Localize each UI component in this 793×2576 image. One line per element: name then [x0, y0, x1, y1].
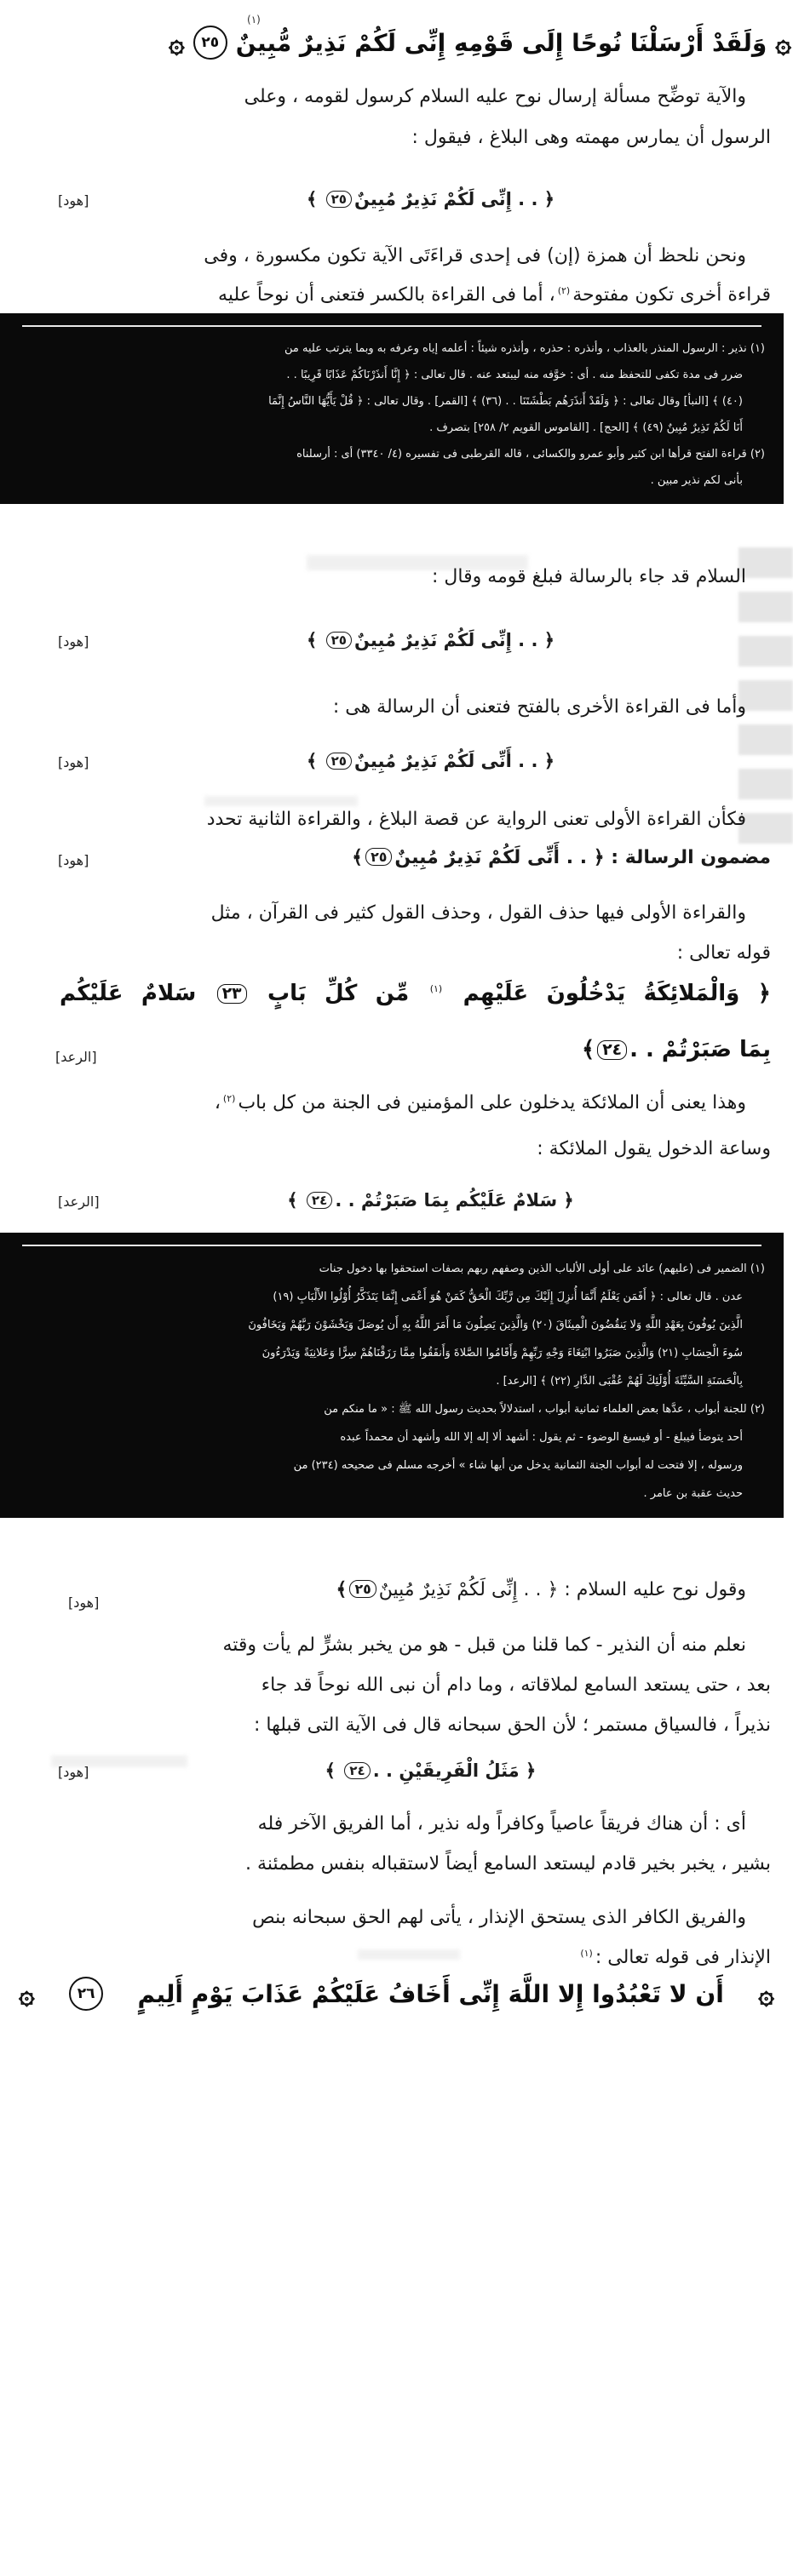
verse-number: ٢٤	[597, 1040, 627, 1060]
footnote-marker: (١)	[429, 983, 443, 995]
quote-close: ﴾	[306, 189, 324, 209]
paragraph-line	[352, 847, 771, 868]
quote-open: ﴿ . .	[511, 751, 555, 771]
footnote-marker: (٢)	[222, 1092, 236, 1104]
paragraph-line: وساعة الدخول يقول الملائكة :	[537, 1138, 771, 1159]
quote-close: ﴾	[287, 1190, 304, 1211]
quote-close: ﴾	[581, 1037, 595, 1062]
verse-quote	[58, 751, 742, 771]
verse-number: ٢٥	[365, 848, 392, 866]
paragraph-line	[218, 284, 771, 306]
verse-quote	[58, 1760, 742, 1781]
scan-artifact	[358, 1949, 460, 1960]
paragraph-text: ،	[214, 1092, 221, 1113]
paragraph-line: الرسول أن يمارس مهمته وهى البلاغ ، فيقول :	[411, 127, 771, 148]
verse-quote	[58, 630, 742, 650]
footer-verse-text: أَن لا تَعْبُدُوا إِلا اللَّهَ إِنِّى أَخَافُ عَلَيْكُمْ عَذَابَ يَوْمٍ أَلِيمٍ	[137, 1979, 724, 2008]
footnote-line: سُوءَ الْحِسَابِ (٢١) وَالَّذِينَ صَبَرُوا ابْتِغَاءَ وَجْهِ رَبِّهِمْ وَأَقَامُوا الصَّلاةَ وَأَنفَقُوا مِمَّا رَزَقْنَاهُمْ سِرًّا وَعَلانِيَةً وَيَدْرَءُونَ	[261, 1347, 743, 1360]
verse-number: ٢٤	[344, 1762, 370, 1779]
quote-close: ﴾	[352, 847, 364, 868]
footnote-rule	[22, 325, 761, 327]
footnote-line: (١) نذير : الرسول المنذر بالعذاب ، وأنذره : حذره ، وأنذره شيئاً : أعلمه إياه وعرفه به وبما يترتب عليه من	[284, 342, 765, 355]
footnote-rule	[22, 1245, 761, 1246]
scan-artifact	[738, 636, 793, 667]
quote-text: إِنِّى لَكُمْ نَذِيرٌ مُبِينٌ	[354, 189, 512, 209]
quote-close: ﴾	[306, 751, 324, 771]
rosette-icon: ۞	[758, 1978, 774, 2010]
paragraph-line: قوله تعالى :	[676, 942, 771, 964]
quote-open: ﴿ . .	[511, 189, 555, 209]
surah-ref: [هود]	[68, 1594, 100, 1611]
paragraph-text: ، أما فى القراءة بالكسر فتعنى أن نوحاً عليه	[218, 284, 555, 306]
footnote-block	[0, 1233, 784, 1518]
verse-number: ٢٥	[349, 1580, 376, 1598]
paragraph-line: نعلم منه أن النذير - كما قلنا من قبل - هو من يخبر بشرٍّ لم يأت وقته	[222, 1634, 746, 1656]
quote-text: سَلامٌ عَلَيْكُم	[60, 981, 197, 1006]
footnote-line: (١) الضمير فى (عليهم) عائد على أولى الألباب الذين وصفهم ربهم بصفات استحقوا بها دخول جنات	[319, 1262, 765, 1275]
header-verse-text: وَلَقَدْ أَرْسَلْنَا نُوحًا إِلَى قَوْمِهِ إِنِّى لَكُمْ نَذِيرٌ مُّبِينٌ	[235, 28, 767, 57]
footnote-line: عدن . قال تعالى : ﴿ أَفَمَن يَعْلَمُ أَنَّمَا أُنزِلَ إِلَيْكَ مِن رَّبِّكَ الْحَقُّ كَمَنْ هُوَ أَعْمَى إِنَّمَا يَتَذَكَّرُ أُوْلُوا الأَلْبَابِ (١٩)	[273, 1291, 743, 1303]
quote-text: سَلامٌ عَلَيْكُم بِمَا صَبَرْتُمْ . .	[335, 1190, 558, 1211]
scan-artifact	[738, 769, 793, 799]
rosette-icon: ۞	[169, 26, 185, 59]
surah-ref: [هود]	[58, 633, 89, 650]
footnote-marker: (١)	[580, 1947, 593, 1959]
scan-artifact	[204, 796, 358, 806]
verse-quote	[58, 189, 742, 209]
verse-number-medallion: ٢٦	[69, 1977, 103, 2011]
surah-ref: [هود]	[58, 852, 89, 868]
quote-open: ﴿ . .	[511, 630, 555, 650]
footnote-line: (٢) للجنة أبواب ، عدَّها بعض العلماء ثمانية أبواب ، استدلالاً بحديث رسول الله ﷺ : « ما منكم من	[324, 1403, 765, 1416]
surah-ref: [هود]	[58, 754, 89, 770]
paragraph-text: الإنذار فى قوله تعالى :	[595, 1947, 771, 1968]
quran-verse-bold	[60, 981, 771, 1006]
quran-verse-bold	[582, 1037, 771, 1062]
quote-text: مَثَلُ الْفَرِيقَيْنِ . .	[372, 1760, 520, 1781]
footnote-line: بأنى لكم نذير مبين .	[650, 474, 743, 487]
verse-number-medallion: ٢٥	[193, 26, 227, 60]
paragraph-line: والآية توضِّح مسألة إرسال نوح عليه السلام كرسول لقومه ، وعلى	[244, 86, 746, 107]
verse-number: ٢٥	[326, 191, 352, 208]
footnote-marker: (٢)	[557, 284, 571, 296]
paragraph-text: مضمون الرسالة : ﴿ . . أَنِّى لَكُمْ نَذِيرٌ مُبِينٌ	[394, 847, 771, 868]
verse-quote	[58, 1190, 742, 1211]
footnote-line: الَّذِينَ يُوفُونَ بِعَهْدِ اللَّهِ وَلا يَنقُضُونَ الْمِيثَاقَ (٢٠) وَالَّذِينَ يَصِلُونَ مَا أَمَرَ اللَّهُ بِهِ أَن يُوصَلَ وَيَخْشَوْنَ رَبَّهُمْ وَيَخَافُونَ	[248, 1319, 743, 1331]
scan-artifact	[738, 592, 793, 622]
surah-ref: [الرعد]	[55, 1049, 97, 1065]
paragraph-line: وأما فى القراءة الأخرى بالفتح فتعنى أن الرسالة هى :	[332, 696, 746, 718]
footnote-line: بِالْحَسَنَةِ السَّيِّئَةَ أُوْلَئِكَ لَهُمْ عُقْبَى الدَّارِ (٢٢) ﴾ [الرعد] .	[496, 1375, 743, 1388]
paragraph-line: نذيراً ، فالسياق مستمر ؛ لأن الحق سبحانه قال فى الآية التى قبلها :	[254, 1714, 771, 1736]
quote-text: أَنِّى لَكُمْ نَذِيرٌ مُبِينٌ	[354, 751, 512, 771]
footer-verse	[19, 1977, 774, 2011]
scan-artifact	[738, 724, 793, 755]
quote-text: مِّن كُلِّ بَابٍ	[267, 981, 410, 1006]
paragraph-line	[336, 1579, 746, 1600]
verse-number: ٢٣	[217, 984, 247, 1004]
scan-artifact	[738, 547, 793, 578]
paragraph-line: بعد ، حتى يستعد السامع لملاقاته ، وما دام أن نبى الله نوحاً قد جاء	[261, 1674, 771, 1696]
paragraph-line: فكأن القراءة الأولى تعنى الرواية عن قصة البلاغ ، والقراءة الثانية تحدد	[206, 809, 746, 830]
footnote-block	[0, 313, 784, 504]
scan-artifact	[738, 813, 793, 844]
header-verse	[169, 26, 791, 60]
verse-number: ٢٥	[326, 632, 352, 649]
footnote-line: أَنَا لَكُمْ نَذِيرٌ مُبِينٌ (٤٩) ﴾ [الحج] . [القاموس القويم ٢/ ٢٥٨] بتصرف .	[429, 421, 743, 434]
paragraph-text: قراءة أخرى تكون مفتوحة	[572, 284, 771, 306]
quote-close: ﴾	[325, 1760, 342, 1781]
paragraph-line: ونحن نلحظ أن همزة (إن) فى إحدى قراءَتَى الآية تكون مكسورة ، وفى	[204, 245, 746, 266]
footnote-line: ورسوله ، إلا فتحت له أبواب الجنة الثمانية يدخل من أيها شاء » أخرجه مسلم فى صحيحه (٢٣٤) من	[293, 1459, 743, 1472]
paragraph-line: والفريق الكافر الذى يستحق الإنذار ، يأتى لهم الحق سبحانه بنص	[252, 1907, 746, 1928]
footnote-marker: (١)	[247, 14, 261, 26]
surah-ref: [الرعد]	[58, 1194, 100, 1210]
footnote-line: (٤٠) ﴾ [النبأ] وقال تعالى : ﴿ وَلَقَدْ أَنذَرَهُم بَطْشَتَنَا . . (٣٦) ﴾ [القمر] . وقال تعالى : ﴿ قُلْ يَأَيُّهَا النَّاسُ إِنَّمَا	[268, 395, 743, 408]
footnote-line: أحد يتوضأ فيبلغ - أو فيسبغ الوضوء - ثم يقول : أشهد ألا إله إلا الله وأشهد أن محمداً عبده	[340, 1431, 743, 1444]
footnote-line: ضرر فى مدة تكفى للتحفظ منه . أى : خوَّفه منه ليبتعد عنه . قال تعالى : ﴿ إِنَّا أَنذَرْنَاكُمْ عَذَابًا قَرِيبًا . .	[286, 369, 743, 381]
verse-number: ٢٥	[326, 753, 352, 770]
paragraph-line: أى : أن هناك فريقاً عاصياً وكافراً وله نذير ، أما الفريق الآخر فله	[257, 1813, 746, 1835]
paragraph-line: السلام قد جاء بالرسالة فبلغ قومه وقال :	[431, 566, 746, 587]
verse-number: ٢٤	[307, 1192, 332, 1209]
paragraph-line: والقراءة الأولى فيها حذف القول ، وحذف القول كثير فى القرآن ، مثل	[210, 902, 746, 924]
quote-text: إِنِّى لَكُمْ نَذِيرٌ مُبِينٌ	[354, 630, 512, 650]
quote-close: ﴾	[336, 1579, 348, 1600]
paragraph-text: وقول نوح عليه السلام : ﴿ . . إِنِّى لَكُمْ نَذِيرٌ مُبِينٌ	[378, 1579, 746, 1600]
paragraph-line: بشير ، يخبر بخير قادم ليستعد السامع أيضاً لاستقباله بنفس مطمئنة .	[245, 1853, 771, 1875]
quote-text: بِمَا صَبَرْتُمْ . .	[629, 1037, 771, 1062]
quote-open: ﴿	[557, 1190, 574, 1211]
quote-close: ﴾	[306, 630, 324, 650]
scan-artifact	[738, 680, 793, 711]
quote-open: ﴿	[519, 1760, 537, 1781]
surah-ref: [هود]	[58, 1764, 89, 1780]
paragraph-line	[578, 1947, 771, 1968]
footnote-line: (٢) قراءة الفتح قرأها ابن كثير وأبو عمرو والكسائى ، قاله القرطبى فى تفسيره (٤/ ٣٣٤٠) أى : أرسلناه	[296, 448, 765, 461]
quote-text: ﴿ وَالْمَلائِكَةُ يَدْخُلُونَ عَلَيْهِم	[463, 981, 771, 1006]
rosette-icon: ۞	[775, 26, 791, 59]
surah-ref: [هود]	[58, 192, 89, 209]
rosette-icon: ۞	[19, 1978, 35, 2010]
paragraph-line	[215, 1092, 746, 1113]
footnote-line: حديث عقبة بن عامر .	[643, 1487, 743, 1500]
paragraph-text: وهذا يعنى أن الملائكة يدخلون على المؤمنين فى الجنة من كل باب	[238, 1092, 746, 1113]
